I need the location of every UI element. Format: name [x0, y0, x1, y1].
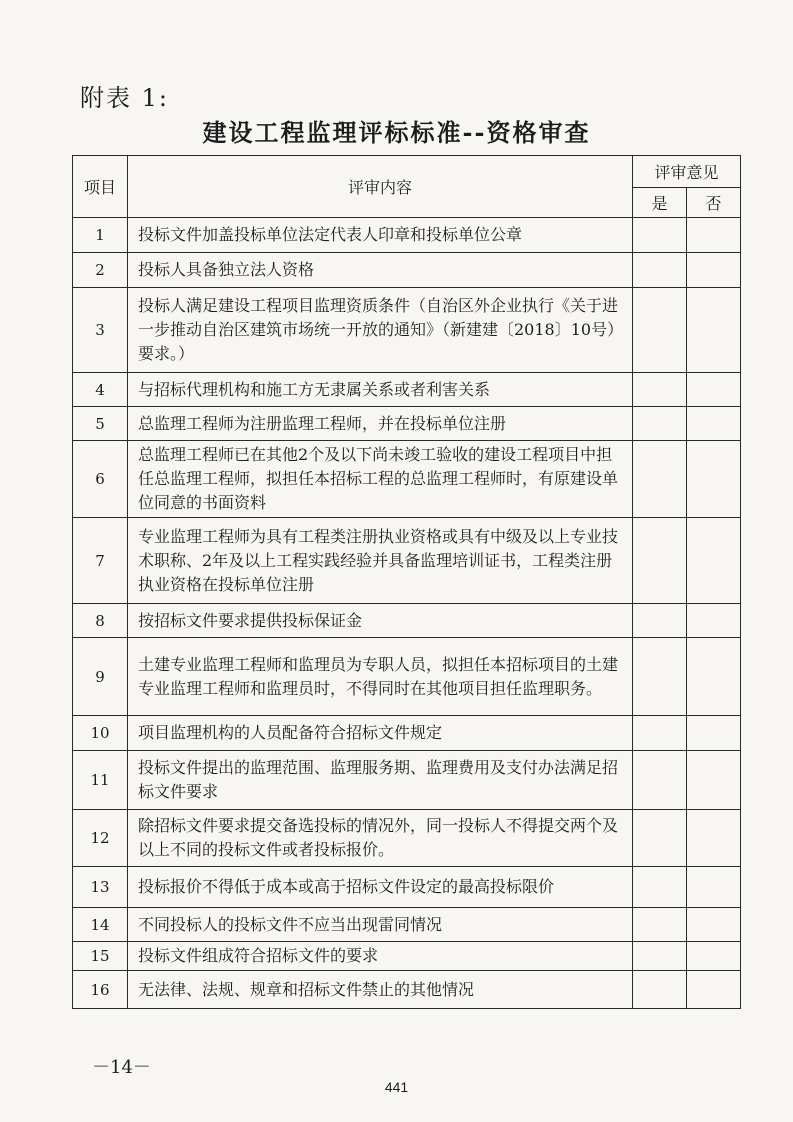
- row-number: 4: [73, 373, 128, 407]
- yes-cell[interactable]: [633, 971, 687, 1009]
- yes-cell[interactable]: [633, 407, 687, 441]
- table-row: [73, 908, 741, 942]
- row-number: 6: [73, 441, 128, 518]
- row-number: 8: [73, 604, 128, 638]
- table-row: [73, 518, 741, 604]
- header-opinion: 评审意见: [633, 156, 741, 188]
- table-row: [73, 288, 741, 373]
- table-row: [73, 971, 741, 1009]
- yes-cell[interactable]: [633, 518, 687, 604]
- no-cell[interactable]: [687, 716, 741, 751]
- row-number: 5: [73, 407, 128, 441]
- no-cell[interactable]: [687, 867, 741, 908]
- header-content: 评审内容: [128, 156, 633, 218]
- no-cell[interactable]: [687, 908, 741, 942]
- row-content: 总监理工程师已在其他2个及以下尚未竣工验收的建设工程项目中担任总监理工程师，拟担任本招标工程的总监理工程师时，有原建设单位同意的书面资料: [128, 441, 633, 518]
- no-cell[interactable]: [687, 253, 741, 288]
- table-row: [73, 218, 741, 253]
- row-number: 15: [73, 942, 128, 971]
- table-row: [73, 441, 741, 518]
- table-row: [73, 867, 741, 908]
- no-cell[interactable]: [687, 971, 741, 1009]
- row-content: 与招标代理机构和施工方无隶属关系或者利害关系: [128, 373, 633, 407]
- header-item: 项目: [73, 156, 128, 218]
- no-cell[interactable]: [687, 810, 741, 867]
- row-content: 投标人满足建设工程项目监理资质条件（自治区外企业执行《关于进一步推动自治区建筑市场统一开放的通知》（新建建〔2018〕10号）要求。）: [128, 288, 633, 373]
- row-content: 项目监理机构的人员配备符合招标文件规定: [128, 716, 633, 751]
- row-number: 16: [73, 971, 128, 1009]
- no-cell[interactable]: [687, 751, 741, 810]
- row-content: 不同投标人的投标文件不应当出现雷同情况: [128, 908, 633, 942]
- yes-cell[interactable]: [633, 751, 687, 810]
- no-cell[interactable]: [687, 407, 741, 441]
- no-cell[interactable]: [687, 288, 741, 373]
- yes-cell[interactable]: [633, 288, 687, 373]
- row-number: 7: [73, 518, 128, 604]
- row-content: 投标人具备独立法人资格: [128, 253, 633, 288]
- table-row: [73, 942, 741, 971]
- header-no: 否: [687, 188, 741, 218]
- table-row: [73, 604, 741, 638]
- row-content: 投标文件组成符合招标文件的要求: [128, 942, 633, 971]
- table-row: [73, 253, 741, 288]
- row-content: 投标文件提出的监理范围、监理服务期、监理费用及支付办法满足招标文件要求: [128, 751, 633, 810]
- yes-cell[interactable]: [633, 810, 687, 867]
- document-title: 建设工程监理评标标准--资格审查: [202, 118, 591, 147]
- table-row: [73, 716, 741, 751]
- table-row: [73, 373, 741, 407]
- yes-cell[interactable]: [633, 604, 687, 638]
- table-row: [73, 810, 741, 867]
- yes-cell[interactable]: [633, 441, 687, 518]
- yes-cell[interactable]: [633, 253, 687, 288]
- row-content: 投标文件加盖投标单位法定代表人印章和投标单位公章: [128, 218, 633, 253]
- header-yes: 是: [633, 188, 687, 218]
- row-number: 14: [73, 908, 128, 942]
- yes-cell[interactable]: [633, 638, 687, 716]
- attachment-label: 附表 1:: [80, 84, 169, 112]
- page-number: －14－: [92, 1057, 151, 1078]
- row-content: 专业监理工程师为具有工程类注册执业资格或具有中级及以上专业技术职称、2年及以上工程实践经验并具备监理培训证书，工程类注册执业资格在投标单位注册: [128, 518, 633, 604]
- row-number: 2: [73, 253, 128, 288]
- row-number: 12: [73, 810, 128, 867]
- yes-cell[interactable]: [633, 942, 687, 971]
- row-content: 按招标文件要求提供投标保证金: [128, 604, 633, 638]
- no-cell[interactable]: [687, 604, 741, 638]
- row-content: 总监理工程师为注册监理工程师，并在投标单位注册: [128, 407, 633, 441]
- row-content: 无法律、法规、规章和招标文件禁止的其他情况: [128, 971, 633, 1009]
- no-cell[interactable]: [687, 218, 741, 253]
- row-number: 3: [73, 288, 128, 373]
- row-number: 1: [73, 218, 128, 253]
- footer-number: 441: [384, 1079, 409, 1095]
- yes-cell[interactable]: [633, 373, 687, 407]
- yes-cell[interactable]: [633, 908, 687, 942]
- yes-cell[interactable]: [633, 218, 687, 253]
- no-cell[interactable]: [687, 441, 741, 518]
- table-row: [73, 638, 741, 716]
- row-content: 投标报价不得低于成本或高于招标文件设定的最高投标限价: [128, 867, 633, 908]
- no-cell[interactable]: [687, 638, 741, 716]
- review-table: [72, 155, 741, 1009]
- row-number: 10: [73, 716, 128, 751]
- yes-cell[interactable]: [633, 867, 687, 908]
- row-content: 土建专业监理工程师和监理员为专职人员，拟担任本招标项目的土建专业监理工程师和监理员时，不得同时在其他项目担任监理职务。: [128, 638, 633, 716]
- yes-cell[interactable]: [633, 716, 687, 751]
- row-number: 11: [73, 751, 128, 810]
- no-cell[interactable]: [687, 373, 741, 407]
- no-cell[interactable]: [687, 518, 741, 604]
- row-content: 除招标文件要求提交备选投标的情况外，同一投标人不得提交两个及以上不同的投标文件或者投标报价。: [128, 810, 633, 867]
- table-row: [73, 407, 741, 441]
- row-number: 9: [73, 638, 128, 716]
- table-row: [73, 751, 741, 810]
- row-number: 13: [73, 867, 128, 908]
- no-cell[interactable]: [687, 942, 741, 971]
